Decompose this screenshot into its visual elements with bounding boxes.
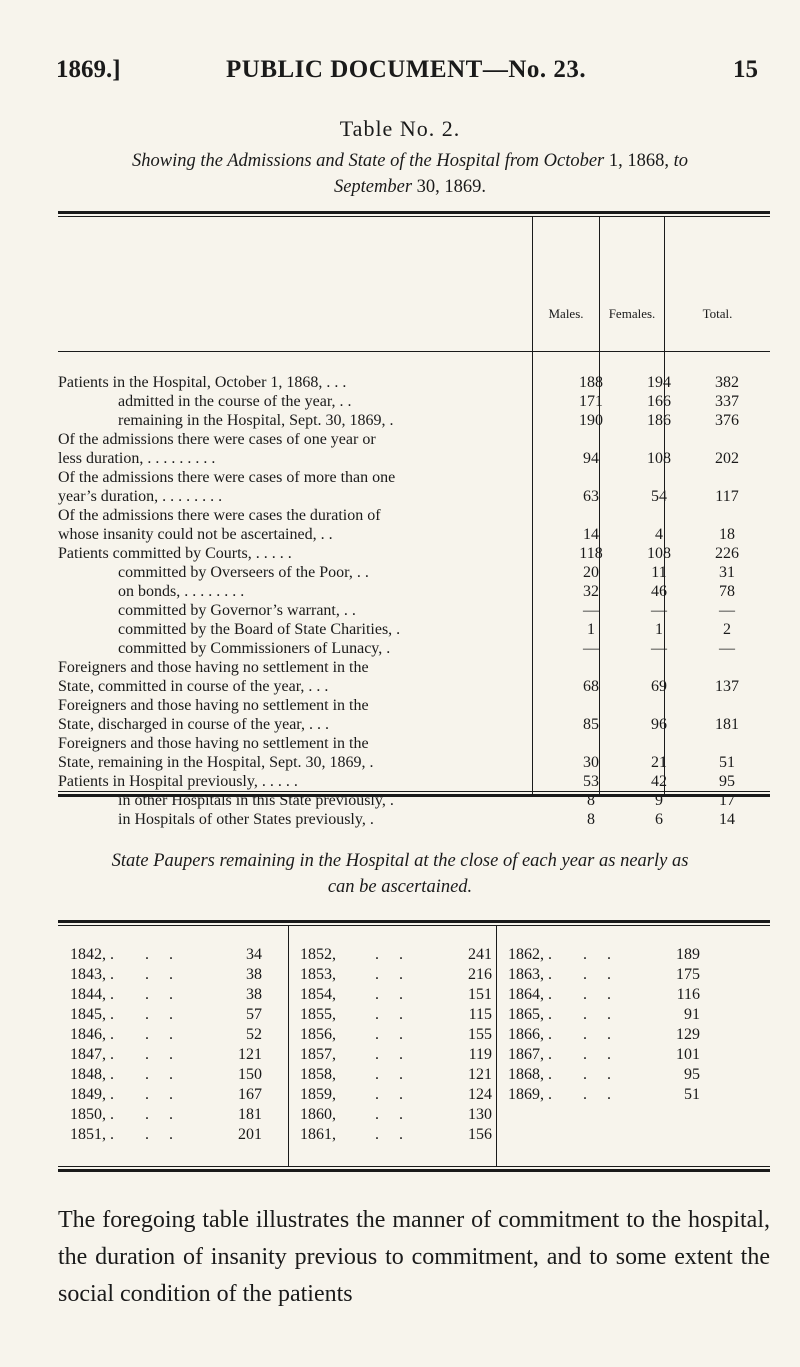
table-bottom-rule-thin <box>58 1166 770 1167</box>
pauper-entry <box>300 1045 500 1064</box>
table-row <box>58 373 770 392</box>
table-row <box>58 791 770 810</box>
pauper-entry <box>508 1085 708 1104</box>
pauper-entry <box>70 1085 270 1104</box>
table-row <box>58 430 770 468</box>
pauper-entry <box>70 945 270 964</box>
pauper-year: 1849, . <box>70 1086 114 1103</box>
pauper-entry <box>300 945 500 964</box>
caption-text-a: Showing the Admissions and State of the Hospital from October <box>131 151 605 171</box>
pauper-year: 1865, . <box>508 1006 552 1023</box>
pauper-year: 1851, . <box>70 1126 114 1143</box>
dot-leader: . . <box>375 1126 411 1143</box>
column-divider <box>288 926 289 1166</box>
pauper-year: 1862, . <box>508 946 552 963</box>
pauper-entry <box>300 1105 500 1124</box>
pauper-count: 101 <box>676 1046 700 1063</box>
pauper-count: 57 <box>246 1006 262 1023</box>
pauper-count: 95 <box>684 1066 700 1083</box>
total-value: 17 <box>719 792 735 809</box>
pauper-year: 1854, <box>300 986 336 1003</box>
pauper-year: 1847, . <box>70 1046 114 1063</box>
pauper-count: 175 <box>676 966 700 983</box>
table-row <box>58 810 770 829</box>
males-value: — <box>583 602 599 619</box>
pauper-year: 1843, . <box>70 966 114 983</box>
pauper-year: 1842, . <box>70 946 114 963</box>
pauper-count: 241 <box>468 946 492 963</box>
row-label: State, discharged in course of the year, . . . <box>58 716 329 733</box>
pauper-count: 119 <box>468 1046 492 1063</box>
pauper-entry <box>508 1045 708 1064</box>
dot-leader: . . <box>375 1066 411 1083</box>
dot-leader: . . <box>145 1006 181 1023</box>
row-label: State, remaining in the Hospital, Sept. 30, 1869, . <box>58 754 374 771</box>
dot-leader: . . <box>375 1106 411 1123</box>
pauper-count: 34 <box>246 946 262 963</box>
males-value: 68 <box>583 678 599 695</box>
dot-leader: . . <box>583 966 619 983</box>
total-value: 2 <box>723 621 731 638</box>
admissions-table <box>58 211 770 828</box>
females-value: 69 <box>651 678 667 695</box>
row-label: on bonds, . . . . . . . . <box>118 583 245 600</box>
column-header-females: Females. <box>608 306 656 321</box>
females-value: 21 <box>651 754 667 771</box>
pauper-entry <box>70 1025 270 1044</box>
pauper-year: 1850, . <box>70 1106 114 1123</box>
row-label: committed by Commissioners of Lunacy, . <box>118 640 391 657</box>
total-value: 31 <box>719 564 735 581</box>
pauper-count: 38 <box>246 966 262 983</box>
pauper-year: 1869, . <box>508 1086 552 1103</box>
table-row <box>58 696 770 734</box>
pauper-year: 1867, . <box>508 1046 552 1063</box>
total-value: 117 <box>715 488 739 505</box>
dot-leader: . . <box>583 986 619 1003</box>
pauper-year: 1860, <box>300 1106 336 1123</box>
pauper-entry <box>508 1005 708 1024</box>
pauper-entry <box>70 985 270 1004</box>
pauper-year: 1852, <box>300 946 336 963</box>
pauper-entry <box>300 965 500 984</box>
table-caption <box>80 148 740 200</box>
row-label: in Hospitals of other States previously, . <box>118 811 374 828</box>
females-value: 9 <box>655 792 663 809</box>
dot-leader: . . <box>375 966 411 983</box>
row-label: Foreigners and those having no settlement in the <box>58 697 369 714</box>
pauper-entry <box>70 1105 270 1124</box>
row-label: Foreigners and those having no settlement in the <box>58 735 369 752</box>
pauper-year: 1868, . <box>508 1066 552 1083</box>
dot-leader: . . <box>145 1026 181 1043</box>
pauper-year: 1853, <box>300 966 336 983</box>
females-value: 4 <box>655 526 663 543</box>
table-row <box>58 544 770 563</box>
males-value: 118 <box>579 545 603 562</box>
table-top-rule <box>58 920 770 923</box>
males-value: 32 <box>583 583 599 600</box>
row-label: Foreigners and those having no settlement in the <box>58 659 369 676</box>
table-row <box>58 734 770 772</box>
dot-leader: . . <box>583 1006 619 1023</box>
total-value: 78 <box>719 583 735 600</box>
row-label: committed by Overseers of the Poor, . . <box>118 564 369 581</box>
table-top-rule <box>58 211 770 214</box>
males-value: 53 <box>583 773 599 790</box>
females-value: 108 <box>647 450 671 467</box>
row-label: admitted in the course of the year, . . <box>118 393 352 410</box>
females-value: 46 <box>651 583 667 600</box>
pauper-entry <box>300 1005 500 1024</box>
row-label: remaining in the Hospital, Sept. 30, 1869, . <box>118 412 394 429</box>
females-value: 42 <box>651 773 667 790</box>
header-title: PUBLIC DOCUMENT—No. 23. <box>226 56 587 83</box>
header-year: 1869.] <box>56 56 121 83</box>
total-value: 18 <box>719 526 735 543</box>
pauper-count: 129 <box>676 1026 700 1043</box>
table-row <box>58 468 770 506</box>
row-label: Of the admissions there were cases of more than one <box>58 469 396 486</box>
females-value: 1 <box>655 621 663 638</box>
table-bottom-rule <box>58 1169 770 1172</box>
dot-leader: . . <box>375 1026 411 1043</box>
dot-leader: . . <box>583 1026 619 1043</box>
table-row <box>58 582 770 601</box>
page-number: 15 <box>733 56 758 83</box>
dot-leader: . . <box>145 1086 181 1103</box>
row-label: Patients in Hospital previously, . . . . . <box>58 773 298 790</box>
pauper-count: 150 <box>238 1066 262 1083</box>
pauper-entry <box>70 1065 270 1084</box>
pauper-entry <box>508 945 708 964</box>
pauper-entry <box>70 1045 270 1064</box>
pauper-count: 91 <box>684 1006 700 1023</box>
total-value: 202 <box>715 450 739 467</box>
paupers-caption-line2: can be ascertained. <box>327 877 473 897</box>
males-value: 63 <box>583 488 599 505</box>
males-value: 188 <box>579 374 603 391</box>
pauper-entry <box>70 1005 270 1024</box>
females-value: — <box>651 640 667 657</box>
row-label: committed by Governor’s warrant, . . <box>118 602 356 619</box>
pauper-entry <box>300 1085 500 1104</box>
males-value: 94 <box>583 450 599 467</box>
dot-leader: . . <box>583 1086 619 1103</box>
dot-leader: . . <box>145 946 181 963</box>
total-value: — <box>719 602 735 619</box>
pauper-year: 1855, <box>300 1006 336 1023</box>
dot-leader: . . <box>375 946 411 963</box>
pauper-entry <box>508 965 708 984</box>
males-value: 1 <box>587 621 595 638</box>
pauper-year: 1846, . <box>70 1026 114 1043</box>
males-value: 8 <box>587 811 595 828</box>
pauper-count: 115 <box>468 1006 492 1023</box>
pauper-entry <box>508 1065 708 1084</box>
total-value: 382 <box>715 374 739 391</box>
dot-leader: . . <box>375 1086 411 1103</box>
males-value: — <box>583 640 599 657</box>
caption-text-b: to <box>673 151 689 171</box>
table-row <box>58 411 770 430</box>
females-value: 108 <box>647 545 671 562</box>
total-value: — <box>719 640 735 657</box>
paupers-caption <box>60 848 740 900</box>
dot-leader: . . <box>375 1006 411 1023</box>
table-row <box>58 620 770 639</box>
total-value: 226 <box>715 545 739 562</box>
pauper-count: 38 <box>246 986 262 1003</box>
table-row <box>58 639 770 658</box>
pauper-entry <box>70 1125 270 1144</box>
pauper-entry <box>508 985 708 1004</box>
pauper-count: 167 <box>238 1086 262 1103</box>
pauper-count: 216 <box>468 966 492 983</box>
dot-leader: . . <box>583 1066 619 1083</box>
total-value: 51 <box>719 754 735 771</box>
pauper-year: 1857, <box>300 1046 336 1063</box>
pauper-entry <box>300 1025 500 1044</box>
table-row <box>58 563 770 582</box>
pauper-count: 155 <box>468 1026 492 1043</box>
row-label: Of the admissions there were cases the duration of <box>58 507 381 524</box>
males-value: 30 <box>583 754 599 771</box>
pauper-year: 1856, <box>300 1026 336 1043</box>
table-row <box>58 601 770 620</box>
males-value: 8 <box>587 792 595 809</box>
row-label: whose insanity could not be ascertained, . . <box>58 526 333 543</box>
table-row <box>58 658 770 696</box>
caption-date-b: 30, 1869. <box>412 177 487 197</box>
males-value: 85 <box>583 716 599 733</box>
pauper-year: 1864, . <box>508 986 552 1003</box>
dot-leader: . . <box>145 1126 181 1143</box>
pauper-count: 51 <box>684 1086 700 1103</box>
dot-leader: . . <box>375 1046 411 1063</box>
running-head <box>56 56 758 86</box>
total-value: 14 <box>719 811 735 828</box>
pauper-year: 1861, <box>300 1126 336 1143</box>
pauper-year: 1866, . <box>508 1026 552 1043</box>
pauper-count: 121 <box>238 1046 262 1063</box>
row-label: Patients in the Hospital, October 1, 1868, . . . <box>58 374 347 391</box>
total-value: 181 <box>715 716 739 733</box>
males-value: 20 <box>583 564 599 581</box>
pauper-count: 121 <box>468 1066 492 1083</box>
dot-leader: . . <box>145 966 181 983</box>
pauper-entry <box>300 1065 500 1084</box>
pauper-year: 1858, <box>300 1066 336 1083</box>
males-value: 171 <box>579 393 603 410</box>
row-label: Of the admissions there were cases of one year or <box>58 431 376 448</box>
pauper-entry <box>70 965 270 984</box>
pauper-entry <box>300 1125 500 1144</box>
dot-leader: . . <box>145 986 181 1003</box>
females-value: 194 <box>647 374 671 391</box>
paupers-table <box>58 920 770 1172</box>
pauper-count: 181 <box>238 1106 262 1123</box>
caption-line2: September <box>333 177 413 197</box>
males-value: 190 <box>579 412 603 429</box>
total-value: 337 <box>715 393 739 410</box>
dot-leader: . . <box>145 1066 181 1083</box>
pauper-entry <box>508 1025 708 1044</box>
pauper-count: 156 <box>468 1126 492 1143</box>
females-value: 186 <box>647 412 671 429</box>
caption-date-a: 1, 1868, <box>604 151 674 171</box>
column-header-males: Males. <box>548 306 584 321</box>
table-heading: Table No. 2. <box>339 116 461 141</box>
row-label: State, committed in course of the year, . . . <box>58 678 329 695</box>
pauper-count: 116 <box>676 986 700 1003</box>
females-value: 96 <box>651 716 667 733</box>
pauper-count: 52 <box>246 1026 262 1043</box>
pauper-year: 1848, . <box>70 1066 114 1083</box>
body-paragraph: The foregoing table illustrates the manner of commitment to the hospital, the duration of insanity previous to commitment, and to some extent the social condition of the patients <box>58 1207 770 1307</box>
pauper-count: 124 <box>468 1086 492 1103</box>
pauper-year: 1863, . <box>508 966 552 983</box>
total-value: 95 <box>719 773 735 790</box>
dot-leader: . . <box>145 1106 181 1123</box>
females-value: — <box>651 602 667 619</box>
pauper-year: 1844, . <box>70 986 114 1003</box>
row-label: year’s duration, . . . . . . . . <box>58 488 223 505</box>
dot-leader: . . <box>583 1046 619 1063</box>
row-label: in other Hospitals in this State previously, . <box>118 792 394 809</box>
total-value: 137 <box>715 678 739 695</box>
row-label: committed by the Board of State Charities, . <box>118 621 401 638</box>
total-value: 376 <box>715 412 739 429</box>
pauper-count: 189 <box>676 946 700 963</box>
pauper-year: 1859, <box>300 1086 336 1103</box>
females-value: 11 <box>651 564 667 581</box>
pauper-count: 201 <box>238 1126 262 1143</box>
table-row <box>58 392 770 411</box>
table-row <box>58 772 770 791</box>
table-row <box>58 506 770 544</box>
dot-leader: . . <box>145 1046 181 1063</box>
pauper-entry <box>300 985 500 1004</box>
dot-leader: . . <box>375 986 411 1003</box>
males-value: 14 <box>583 526 599 543</box>
row-label: less duration, . . . . . . . . . <box>58 450 216 467</box>
row-label: Patients committed by Courts, . . . . . <box>58 545 292 562</box>
pauper-year: 1845, . <box>70 1006 114 1023</box>
paupers-caption-line1: State Paupers remaining in the Hospital at the close of each year as nearly as <box>111 851 689 871</box>
pauper-count: 151 <box>468 986 492 1003</box>
females-value: 166 <box>647 393 671 410</box>
column-header-total: Total. <box>702 306 733 321</box>
table-top-rule-thin <box>58 925 770 926</box>
dot-leader: . . <box>583 946 619 963</box>
pauper-count: 130 <box>468 1106 492 1123</box>
females-value: 54 <box>651 488 667 505</box>
females-value: 6 <box>655 811 663 828</box>
